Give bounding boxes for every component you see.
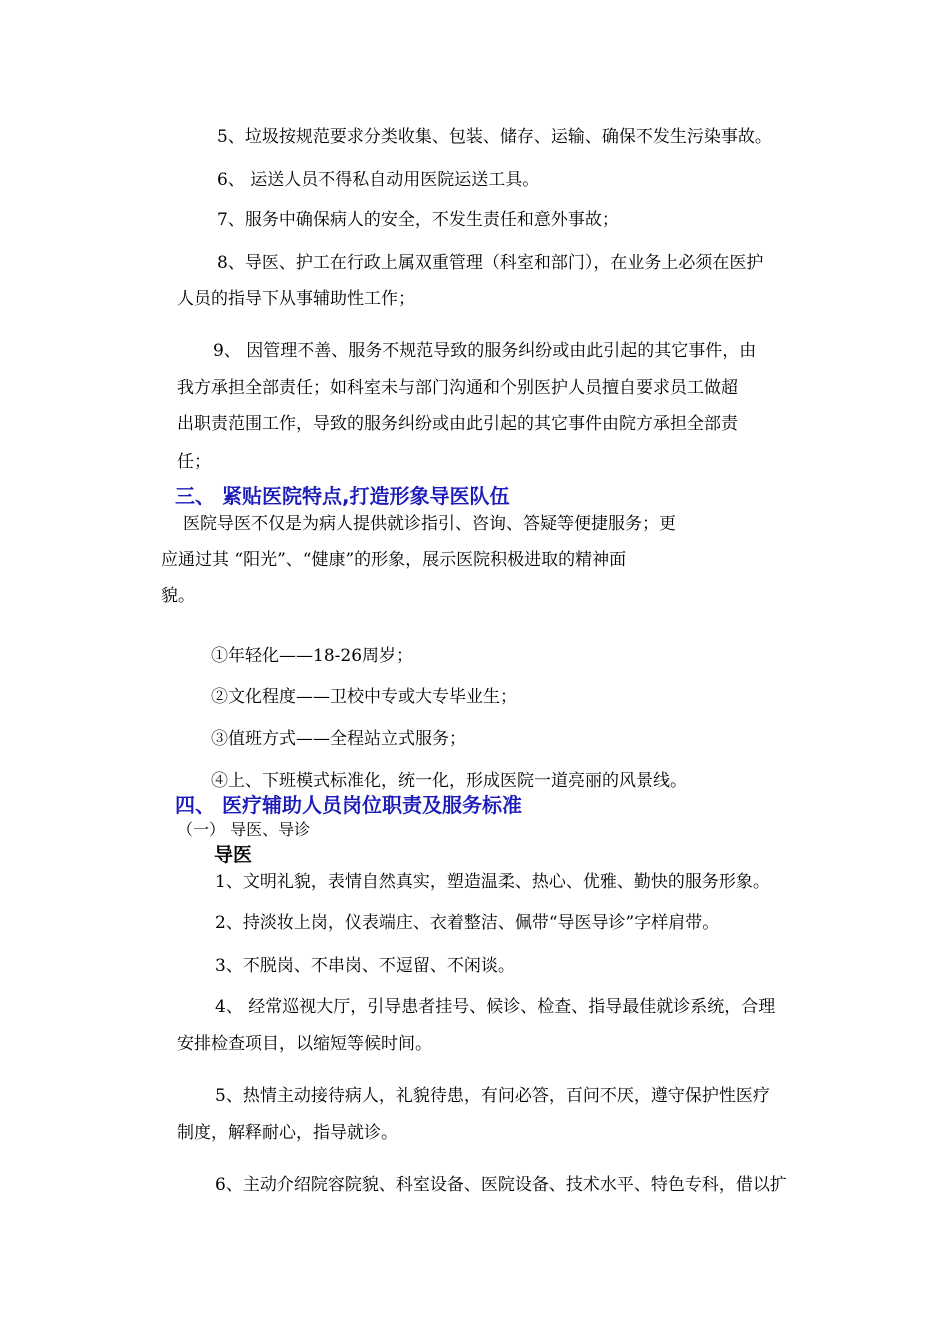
- guide-duty-1: 1、文明礼貌，表情自然真实，塑造温柔、热心、优雅、勤快的服务形象。: [215, 872, 770, 892]
- guide-duty-5-line2: 制度，解释耐心，指导就诊。: [177, 1123, 398, 1143]
- duty-item-5: 5、垃圾按规范要求分类收集、包装、储存、运输、确保不发生污染事故。: [217, 127, 772, 147]
- guide-duty-4-line1: 4、 经常巡视大厅，引导患者挂号、候诊、检查、指导最佳就诊系统，合理: [215, 997, 776, 1017]
- duty-item-6: 6、 运送人员不得私自动用医院运送工具。: [217, 170, 540, 190]
- requirement-item: ④上、下班模式标准化，统一化，形成医院一道亮丽的风景线。: [211, 771, 687, 791]
- duty-item-9-line1: 9、 因管理不善、服务不规范导致的服务纠纷或由此引起的其它事件，由: [213, 341, 757, 361]
- section-4-heading: 四、 医疗辅助人员岗位职责及服务标准: [175, 793, 522, 817]
- guide-duty-6-line1: 6、主动介绍院容院貌、科室设备、医院设备、技术水平、特色专科，借以扩: [215, 1175, 787, 1195]
- duty-item-8-line2: 人员的指导下从事辅助性工作；: [177, 289, 415, 309]
- duty-item-9-line3: 出职责范围工作，导致的服务纠纷或由此引起的其它事件由院方承担全部责: [177, 414, 738, 434]
- guide-duty-3: 3、不脱岗、不串岗、不逗留、不闲谈。: [215, 956, 515, 976]
- requirement-item: ②文化程度——卫校中专或大专毕业生；: [211, 687, 517, 707]
- duty-item-8-line1: 8、导医、护工在行政上属双重管理（科室和部门），在业务上必须在医护: [217, 253, 764, 273]
- role-title: 导医: [214, 844, 253, 866]
- guide-duty-2: 2、持淡妆上岗，仪表端庄、衣着整洁、佩带“导医导诊”字样肩带。: [215, 913, 720, 933]
- requirement-item: ①年轻化——18-26周岁；: [211, 646, 414, 666]
- duty-item-9-line4: 任；: [177, 452, 211, 472]
- duty-item-9-line2: 我方承担全部责任；如科室未与部门沟通和个别医护人员擅自要求员工做超: [177, 378, 738, 398]
- section-3-para-line3: 貌。: [161, 586, 195, 606]
- requirement-item: ③值班方式——全程站立式服务；: [211, 729, 466, 749]
- subsection-title: （一） 导医、导诊: [177, 820, 311, 839]
- guide-duty-5-line1: 5、热情主动接待病人，礼貌待患，有问必答，百问不厌，遵守保护性医疗: [215, 1086, 770, 1106]
- section-3-heading: 三、 紧贴医院特点,打造形象导医队伍: [175, 484, 510, 508]
- section-3-para-line2: 应通过其 “阳光”、“健康”的形象，展示医院积极进取的精神面: [161, 550, 627, 570]
- guide-duty-4-line2: 安排检查项目，以缩短等候时间。: [177, 1034, 432, 1054]
- section-3-para-line1: 医院导医不仅是为病人提供就诊指引、咨询、答疑等便捷服务；更: [183, 514, 676, 534]
- duty-item-7: 7、服务中确保病人的安全，不发生责任和意外事故；: [217, 210, 619, 230]
